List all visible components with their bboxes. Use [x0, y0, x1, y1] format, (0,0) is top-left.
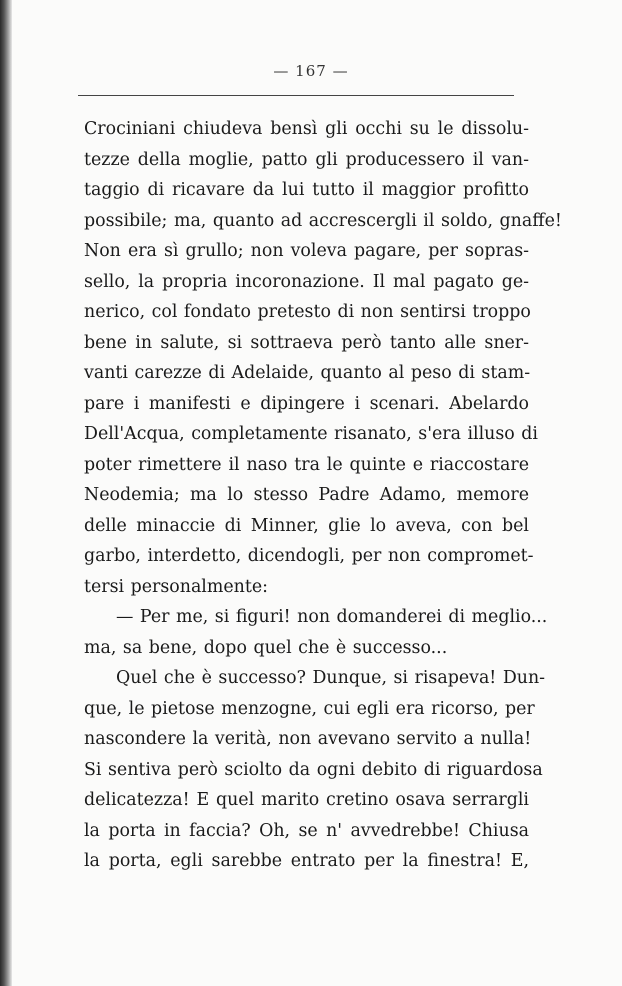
text-line: pare i manifesti e dipingere i scenari. Abelardo	[84, 393, 529, 414]
binding-edge	[0, 0, 12, 986]
text-line: tezze della moglie, patto gli producessero il van-	[84, 149, 529, 170]
text-line: que, le pietose menzogne, cui egli era ricorso, per	[84, 698, 535, 719]
text-line: poter rimettere il naso tra le quinte e riaccostare	[84, 454, 529, 475]
page-number: — 167 —	[273, 62, 349, 80]
body-text	[84, 114, 562, 877]
text-line: delicatezza! E quel marito cretino osava serrargli	[84, 790, 529, 810]
text-line: Crociniani chiudeva bensì gli occhi su le dissolu-	[84, 119, 529, 139]
text-line: nerico, col fondato pretesto di non sentirsi troppo	[84, 302, 531, 322]
text-line: delle minaccie di Minner, glie lo aveva, con bel	[84, 515, 529, 536]
text-line: vanti carezze di Adelaide, quanto al peso di stam-	[84, 363, 531, 383]
text-line: — Per me, si figuri! non domanderei di meglio...	[116, 607, 548, 627]
text-line: bene in salute, si sottraeva però tanto alle sner-	[84, 332, 529, 353]
text-line: Si sentiva però sciolto da ogni debito di riguardosa	[84, 759, 543, 780]
text-line: Dell'Acqua, completamente risanato, s'era illuso di	[84, 424, 538, 444]
text-line: tersi personalmente:	[84, 576, 268, 597]
header-rule	[78, 95, 514, 96]
text-line: ma, sa bene, dopo quel che è successo...	[84, 637, 448, 658]
text-line: nascondere la verità, non avevano servito a nulla!	[84, 729, 532, 749]
text-line: Quel che è successo? Dunque, si risapeva! Dun-	[116, 668, 546, 688]
text-line: taggio di ricavare da lui tutto il maggior profitto	[84, 180, 529, 200]
text-line: sello, la propria incoronazione. Il mal pagato ge-	[84, 271, 529, 292]
text-line: possibile; ma, quanto ad accrescergli il soldo, gnaffe!	[84, 210, 562, 231]
text-line: la porta in faccia? Oh, se n' avvedrebbe! Chiusa	[84, 820, 529, 841]
text-line: Neodemia; ma lo stesso Padre Adamo, memore	[84, 485, 529, 505]
text-line: la porta, egli sarebbe entrato per la finestra! E,	[84, 851, 529, 871]
text-line: garbo, interdetto, dicendogli, per non compromet-	[84, 546, 534, 566]
text-line: Non era sì grullo; non voleva pagare, per sopras-	[84, 241, 529, 261]
